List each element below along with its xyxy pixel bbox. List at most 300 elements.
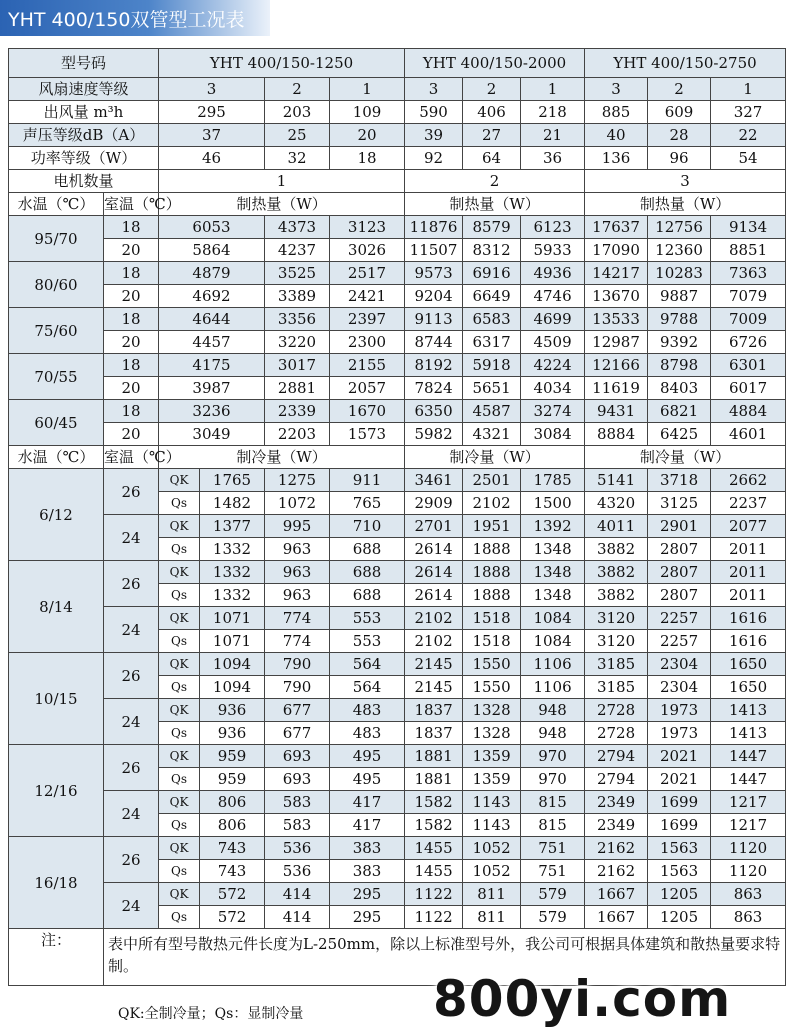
cooling-value: 677 bbox=[265, 699, 330, 722]
cooling-value: 1143 bbox=[463, 814, 521, 837]
cooling-value: 1667 bbox=[585, 906, 648, 929]
heating-value: 8851 bbox=[711, 239, 786, 262]
model-name: YHT 400/150-1250 bbox=[159, 49, 405, 78]
cooling-value: 1563 bbox=[648, 837, 711, 860]
cooling-value: 2701 bbox=[405, 515, 463, 538]
motor-value: 3 bbox=[585, 170, 786, 193]
spec-label: 功率等级（W） bbox=[9, 147, 159, 170]
cooling-value: 1951 bbox=[463, 515, 521, 538]
cooling-value: 495 bbox=[330, 745, 405, 768]
motor-value: 1 bbox=[159, 170, 405, 193]
room-temp: 20 bbox=[104, 331, 159, 354]
cooling-value: 3461 bbox=[405, 469, 463, 492]
heating-value: 8192 bbox=[405, 354, 463, 377]
cooling-value: 553 bbox=[330, 607, 405, 630]
heating-value: 8798 bbox=[648, 354, 711, 377]
cooling-value: 2807 bbox=[648, 538, 711, 561]
cooling-value: 2728 bbox=[585, 699, 648, 722]
heating-value: 11507 bbox=[405, 239, 463, 262]
heating-value: 7009 bbox=[711, 308, 786, 331]
capacity-type: QK bbox=[159, 561, 200, 584]
table-row bbox=[9, 561, 786, 584]
heating-value: 1670 bbox=[330, 400, 405, 423]
cooling-value: 765 bbox=[330, 492, 405, 515]
cooling-value: 948 bbox=[521, 699, 585, 722]
cooling-value: 2304 bbox=[648, 676, 711, 699]
heating-value: 9134 bbox=[711, 216, 786, 239]
heating-value: 3084 bbox=[521, 423, 585, 446]
cooling-value: 2011 bbox=[711, 584, 786, 607]
cooling-value: 863 bbox=[711, 906, 786, 929]
room-temp: 20 bbox=[104, 423, 159, 446]
cooling-value: 483 bbox=[330, 722, 405, 745]
spec-value: 2 bbox=[648, 78, 711, 101]
capacity-type: Qs bbox=[159, 814, 200, 837]
cooling-value: 1650 bbox=[711, 653, 786, 676]
capacity-type: QK bbox=[159, 699, 200, 722]
cooling-value: 1518 bbox=[463, 630, 521, 653]
capacity-type: Qs bbox=[159, 768, 200, 791]
table-row bbox=[9, 170, 786, 193]
cooling-value: 970 bbox=[521, 768, 585, 791]
table-row bbox=[9, 49, 786, 78]
heating-value: 6583 bbox=[463, 308, 521, 331]
heating-value: 7824 bbox=[405, 377, 463, 400]
cooling-value: 2077 bbox=[711, 515, 786, 538]
cooling-value: 751 bbox=[521, 837, 585, 860]
heating-value: 3987 bbox=[159, 377, 265, 400]
cooling-value: 1359 bbox=[463, 745, 521, 768]
performance-table bbox=[8, 48, 786, 986]
cooling-value: 1888 bbox=[463, 561, 521, 584]
cooling-value: 1143 bbox=[463, 791, 521, 814]
cooling-value: 970 bbox=[521, 745, 585, 768]
capacity-type: Qs bbox=[159, 676, 200, 699]
capacity-type: QK bbox=[159, 653, 200, 676]
cooling-value: 2728 bbox=[585, 722, 648, 745]
cooling-value: 1837 bbox=[405, 699, 463, 722]
cooling-value: 2794 bbox=[585, 745, 648, 768]
cooling-value: 2237 bbox=[711, 492, 786, 515]
heating-value: 8884 bbox=[585, 423, 648, 446]
cooling-value: 1106 bbox=[521, 676, 585, 699]
heating-value: 13533 bbox=[585, 308, 648, 331]
cooling-value: 2794 bbox=[585, 768, 648, 791]
cooling-value: 1122 bbox=[405, 883, 463, 906]
cooling-value: 5141 bbox=[585, 469, 648, 492]
cooling-value: 743 bbox=[200, 837, 265, 860]
cooling-value: 564 bbox=[330, 653, 405, 676]
heating-value: 2421 bbox=[330, 285, 405, 308]
heating-value: 4224 bbox=[521, 354, 585, 377]
table-row bbox=[9, 515, 786, 538]
spec-value: 109 bbox=[330, 101, 405, 124]
cooling-value: 3882 bbox=[585, 538, 648, 561]
motor-value: 2 bbox=[405, 170, 585, 193]
cooling-value: 3185 bbox=[585, 653, 648, 676]
capacity-type: Qs bbox=[159, 584, 200, 607]
cooling-value: 1482 bbox=[200, 492, 265, 515]
table-row bbox=[9, 124, 786, 147]
heating-value: 4692 bbox=[159, 285, 265, 308]
heating-value: 8403 bbox=[648, 377, 711, 400]
room-temp: 18 bbox=[104, 308, 159, 331]
table-row bbox=[9, 469, 786, 492]
cooling-value: 2145 bbox=[405, 653, 463, 676]
room-temp: 20 bbox=[104, 239, 159, 262]
cooling-value: 1052 bbox=[463, 837, 521, 860]
room-temp: 24 bbox=[104, 883, 159, 929]
cooling-value: 1888 bbox=[463, 538, 521, 561]
cooling-value: 3882 bbox=[585, 584, 648, 607]
water-temp: 80/60 bbox=[9, 262, 104, 308]
cooling-value: 383 bbox=[330, 837, 405, 860]
cooling-value: 936 bbox=[200, 699, 265, 722]
spec-value: 2 bbox=[265, 78, 330, 101]
cooling-value: 693 bbox=[265, 745, 330, 768]
cooling-value: 1205 bbox=[648, 883, 711, 906]
capacity-type: Qs bbox=[159, 906, 200, 929]
heating-value: 2057 bbox=[330, 377, 405, 400]
cooling-value: 2304 bbox=[648, 653, 711, 676]
heating-value: 11619 bbox=[585, 377, 648, 400]
heating-value: 6017 bbox=[711, 377, 786, 400]
cooling-value: 2807 bbox=[648, 561, 711, 584]
cooling-value: 815 bbox=[521, 814, 585, 837]
heating-value: 2517 bbox=[330, 262, 405, 285]
cooling-value: 2909 bbox=[405, 492, 463, 515]
cooling-value: 1275 bbox=[265, 469, 330, 492]
table-row bbox=[9, 883, 786, 906]
cooling-value: 1881 bbox=[405, 745, 463, 768]
cooling-value: 1332 bbox=[200, 538, 265, 561]
cooling-value: 2614 bbox=[405, 538, 463, 561]
heating-value: 6425 bbox=[648, 423, 711, 446]
spec-value: 590 bbox=[405, 101, 463, 124]
cooling-value: 2257 bbox=[648, 607, 711, 630]
heating-value: 4321 bbox=[463, 423, 521, 446]
cooling-value: 414 bbox=[265, 883, 330, 906]
capacity-type: Qs bbox=[159, 860, 200, 883]
cooling-value: 2614 bbox=[405, 584, 463, 607]
capacity-type: Qs bbox=[159, 538, 200, 561]
cooling-value: 743 bbox=[200, 860, 265, 883]
cooling-value: 483 bbox=[330, 699, 405, 722]
spec-value: 54 bbox=[711, 147, 786, 170]
cooling-value: 2807 bbox=[648, 584, 711, 607]
heating-value: 2300 bbox=[330, 331, 405, 354]
heating-value: 17090 bbox=[585, 239, 648, 262]
cooling-value: 1328 bbox=[463, 722, 521, 745]
cooling-value: 2349 bbox=[585, 791, 648, 814]
cooling-value: 811 bbox=[463, 883, 521, 906]
heating-group-label: 制热量（W） bbox=[159, 193, 405, 216]
legend-text: QK:全制冷量；Qs：显制冷量 bbox=[118, 1006, 304, 1022]
cooling-value: 1881 bbox=[405, 768, 463, 791]
heating-value: 3236 bbox=[159, 400, 265, 423]
cooling-value: 553 bbox=[330, 630, 405, 653]
cooling-value: 863 bbox=[711, 883, 786, 906]
cooling-value: 3185 bbox=[585, 676, 648, 699]
cooling-value: 1205 bbox=[648, 906, 711, 929]
spec-value: 609 bbox=[648, 101, 711, 124]
cooling-value: 1217 bbox=[711, 791, 786, 814]
room-temp: 18 bbox=[104, 354, 159, 377]
spec-value: 28 bbox=[648, 124, 711, 147]
cooling-value: 1550 bbox=[463, 653, 521, 676]
room-temp-label: 室温（℃） bbox=[104, 446, 159, 469]
spec-value: 27 bbox=[463, 124, 521, 147]
water-temp-label: 水温（℃） bbox=[9, 193, 104, 216]
heating-value: 2203 bbox=[265, 423, 330, 446]
heating-value: 6301 bbox=[711, 354, 786, 377]
spec-value: 3 bbox=[159, 78, 265, 101]
cooling-value: 1052 bbox=[463, 860, 521, 883]
heating-value: 5933 bbox=[521, 239, 585, 262]
spec-value: 21 bbox=[521, 124, 585, 147]
spec-value: 1 bbox=[521, 78, 585, 101]
spec-value: 3 bbox=[405, 78, 463, 101]
spec-value: 32 bbox=[265, 147, 330, 170]
spec-value: 20 bbox=[330, 124, 405, 147]
cooling-value: 1413 bbox=[711, 699, 786, 722]
cooling-value: 4320 bbox=[585, 492, 648, 515]
capacity-type: QK bbox=[159, 837, 200, 860]
cooling-value: 2501 bbox=[463, 469, 521, 492]
cooling-value: 1447 bbox=[711, 745, 786, 768]
cooling-value: 911 bbox=[330, 469, 405, 492]
cooling-value: 2011 bbox=[711, 538, 786, 561]
cooling-value: 583 bbox=[265, 814, 330, 837]
table-body bbox=[9, 49, 786, 986]
cooling-value: 677 bbox=[265, 722, 330, 745]
cooling-value: 1888 bbox=[463, 584, 521, 607]
table-row bbox=[9, 446, 786, 469]
cooling-value: 1650 bbox=[711, 676, 786, 699]
water-temp: 8/14 bbox=[9, 561, 104, 653]
cooling-value: 811 bbox=[463, 906, 521, 929]
heating-value: 4601 bbox=[711, 423, 786, 446]
table-row bbox=[9, 745, 786, 768]
room-temp: 26 bbox=[104, 745, 159, 791]
heating-value: 4884 bbox=[711, 400, 786, 423]
heating-value: 2155 bbox=[330, 354, 405, 377]
cooling-value: 2021 bbox=[648, 768, 711, 791]
heating-value: 3049 bbox=[159, 423, 265, 446]
cooling-value: 959 bbox=[200, 745, 265, 768]
cooling-value: 774 bbox=[265, 630, 330, 653]
cooling-group-label: 制冷量（W） bbox=[405, 446, 585, 469]
heating-value: 4879 bbox=[159, 262, 265, 285]
cooling-value: 806 bbox=[200, 814, 265, 837]
cooling-value: 1973 bbox=[648, 722, 711, 745]
cooling-value: 1120 bbox=[711, 837, 786, 860]
cooling-value: 963 bbox=[265, 561, 330, 584]
cooling-value: 417 bbox=[330, 791, 405, 814]
cooling-value: 1616 bbox=[711, 607, 786, 630]
spec-value: 92 bbox=[405, 147, 463, 170]
spec-value: 3 bbox=[585, 78, 648, 101]
cooling-value: 3120 bbox=[585, 630, 648, 653]
heating-value: 7079 bbox=[711, 285, 786, 308]
cooling-value: 1699 bbox=[648, 814, 711, 837]
spec-value: 36 bbox=[521, 147, 585, 170]
table-row bbox=[9, 262, 786, 285]
heating-value: 3026 bbox=[330, 239, 405, 262]
cooling-value: 936 bbox=[200, 722, 265, 745]
table-row bbox=[9, 423, 786, 446]
spec-value: 327 bbox=[711, 101, 786, 124]
cooling-value: 2011 bbox=[711, 561, 786, 584]
cooling-value: 1217 bbox=[711, 814, 786, 837]
table-row bbox=[9, 653, 786, 676]
table-row bbox=[9, 791, 786, 814]
cooling-value: 417 bbox=[330, 814, 405, 837]
cooling-value: 1413 bbox=[711, 722, 786, 745]
heating-value: 4175 bbox=[159, 354, 265, 377]
capacity-type: QK bbox=[159, 469, 200, 492]
cooling-value: 1582 bbox=[405, 791, 463, 814]
spec-label: 出风量 m³h bbox=[9, 101, 159, 124]
cooling-value: 2102 bbox=[463, 492, 521, 515]
heating-value: 10283 bbox=[648, 262, 711, 285]
cooling-value: 2257 bbox=[648, 630, 711, 653]
heating-value: 4699 bbox=[521, 308, 585, 331]
cooling-value: 572 bbox=[200, 906, 265, 929]
room-temp: 18 bbox=[104, 400, 159, 423]
heating-value: 4373 bbox=[265, 216, 330, 239]
cooling-value: 3718 bbox=[648, 469, 711, 492]
cooling-value: 536 bbox=[265, 837, 330, 860]
cooling-value: 1518 bbox=[463, 607, 521, 630]
heating-value: 8744 bbox=[405, 331, 463, 354]
room-temp: 26 bbox=[104, 653, 159, 699]
spec-value: 295 bbox=[159, 101, 265, 124]
cooling-value: 2614 bbox=[405, 561, 463, 584]
cooling-value: 1328 bbox=[463, 699, 521, 722]
page-title: YHT 400/150双管型工况表 bbox=[8, 9, 245, 31]
room-temp-label: 室温（℃） bbox=[104, 193, 159, 216]
cooling-value: 1359 bbox=[463, 768, 521, 791]
room-temp: 24 bbox=[104, 791, 159, 837]
table-row bbox=[9, 101, 786, 124]
cooling-value: 959 bbox=[200, 768, 265, 791]
heating-value: 12166 bbox=[585, 354, 648, 377]
cooling-value: 1699 bbox=[648, 791, 711, 814]
spec-value: 25 bbox=[265, 124, 330, 147]
heating-value: 9887 bbox=[648, 285, 711, 308]
heating-value: 6317 bbox=[463, 331, 521, 354]
water-temp: 95/70 bbox=[9, 216, 104, 262]
spec-label: 声压等级dB（A） bbox=[9, 124, 159, 147]
cooling-value: 1348 bbox=[521, 561, 585, 584]
model-name: YHT 400/150-2000 bbox=[405, 49, 585, 78]
heating-value: 6649 bbox=[463, 285, 521, 308]
cooling-value: 579 bbox=[521, 906, 585, 929]
spec-value: 64 bbox=[463, 147, 521, 170]
cooling-value: 414 bbox=[265, 906, 330, 929]
table-row bbox=[9, 837, 786, 860]
watermark: 800yi.com bbox=[433, 970, 732, 1028]
heating-value: 1573 bbox=[330, 423, 405, 446]
cooling-value: 564 bbox=[330, 676, 405, 699]
cooling-value: 1071 bbox=[200, 607, 265, 630]
cooling-value: 710 bbox=[330, 515, 405, 538]
room-temp: 24 bbox=[104, 515, 159, 561]
cooling-value: 1447 bbox=[711, 768, 786, 791]
table-row bbox=[9, 377, 786, 400]
heating-value: 4936 bbox=[521, 262, 585, 285]
spec-value: 218 bbox=[521, 101, 585, 124]
capacity-type: Qs bbox=[159, 630, 200, 653]
heating-value: 9392 bbox=[648, 331, 711, 354]
cooling-value: 1094 bbox=[200, 653, 265, 676]
heating-value: 3525 bbox=[265, 262, 330, 285]
table-row bbox=[9, 354, 786, 377]
heating-group-label: 制热量（W） bbox=[585, 193, 786, 216]
cooling-value: 1455 bbox=[405, 837, 463, 860]
spec-value: 1 bbox=[711, 78, 786, 101]
model-name: YHT 400/150-2750 bbox=[585, 49, 786, 78]
cooling-value: 1550 bbox=[463, 676, 521, 699]
heating-value: 9204 bbox=[405, 285, 463, 308]
heating-value: 9431 bbox=[585, 400, 648, 423]
cooling-value: 2901 bbox=[648, 515, 711, 538]
cooling-value: 1348 bbox=[521, 584, 585, 607]
cooling-value: 688 bbox=[330, 538, 405, 561]
spec-label: 风扇速度等级 bbox=[9, 78, 159, 101]
cooling-value: 1785 bbox=[521, 469, 585, 492]
cooling-value: 1120 bbox=[711, 860, 786, 883]
cooling-value: 2349 bbox=[585, 814, 648, 837]
table-row bbox=[9, 607, 786, 630]
cooling-value: 1122 bbox=[405, 906, 463, 929]
table-row bbox=[9, 331, 786, 354]
table-row bbox=[9, 216, 786, 239]
cooling-value: 295 bbox=[330, 883, 405, 906]
room-temp: 18 bbox=[104, 262, 159, 285]
table-row bbox=[9, 400, 786, 423]
cooling-value: 693 bbox=[265, 768, 330, 791]
spec-value: 1 bbox=[330, 78, 405, 101]
cooling-value: 790 bbox=[265, 676, 330, 699]
room-temp: 24 bbox=[104, 607, 159, 653]
room-temp: 26 bbox=[104, 469, 159, 515]
heating-value: 12360 bbox=[648, 239, 711, 262]
heating-value: 2881 bbox=[265, 377, 330, 400]
heating-value: 17637 bbox=[585, 216, 648, 239]
heating-value: 3356 bbox=[265, 308, 330, 331]
heating-value: 9788 bbox=[648, 308, 711, 331]
room-temp: 26 bbox=[104, 561, 159, 607]
cooling-value: 572 bbox=[200, 883, 265, 906]
spec-value: 46 bbox=[159, 147, 265, 170]
cooling-value: 536 bbox=[265, 860, 330, 883]
table-row bbox=[9, 78, 786, 101]
cooling-value: 2162 bbox=[585, 860, 648, 883]
capacity-type: QK bbox=[159, 515, 200, 538]
motor-label: 电机数量 bbox=[9, 170, 159, 193]
capacity-type: QK bbox=[159, 883, 200, 906]
heating-value: 7363 bbox=[711, 262, 786, 285]
heating-value: 6053 bbox=[159, 216, 265, 239]
cooling-value: 1377 bbox=[200, 515, 265, 538]
cooling-value: 1392 bbox=[521, 515, 585, 538]
heating-value: 3389 bbox=[265, 285, 330, 308]
room-temp: 20 bbox=[104, 285, 159, 308]
heating-value: 8579 bbox=[463, 216, 521, 239]
heating-value: 5651 bbox=[463, 377, 521, 400]
